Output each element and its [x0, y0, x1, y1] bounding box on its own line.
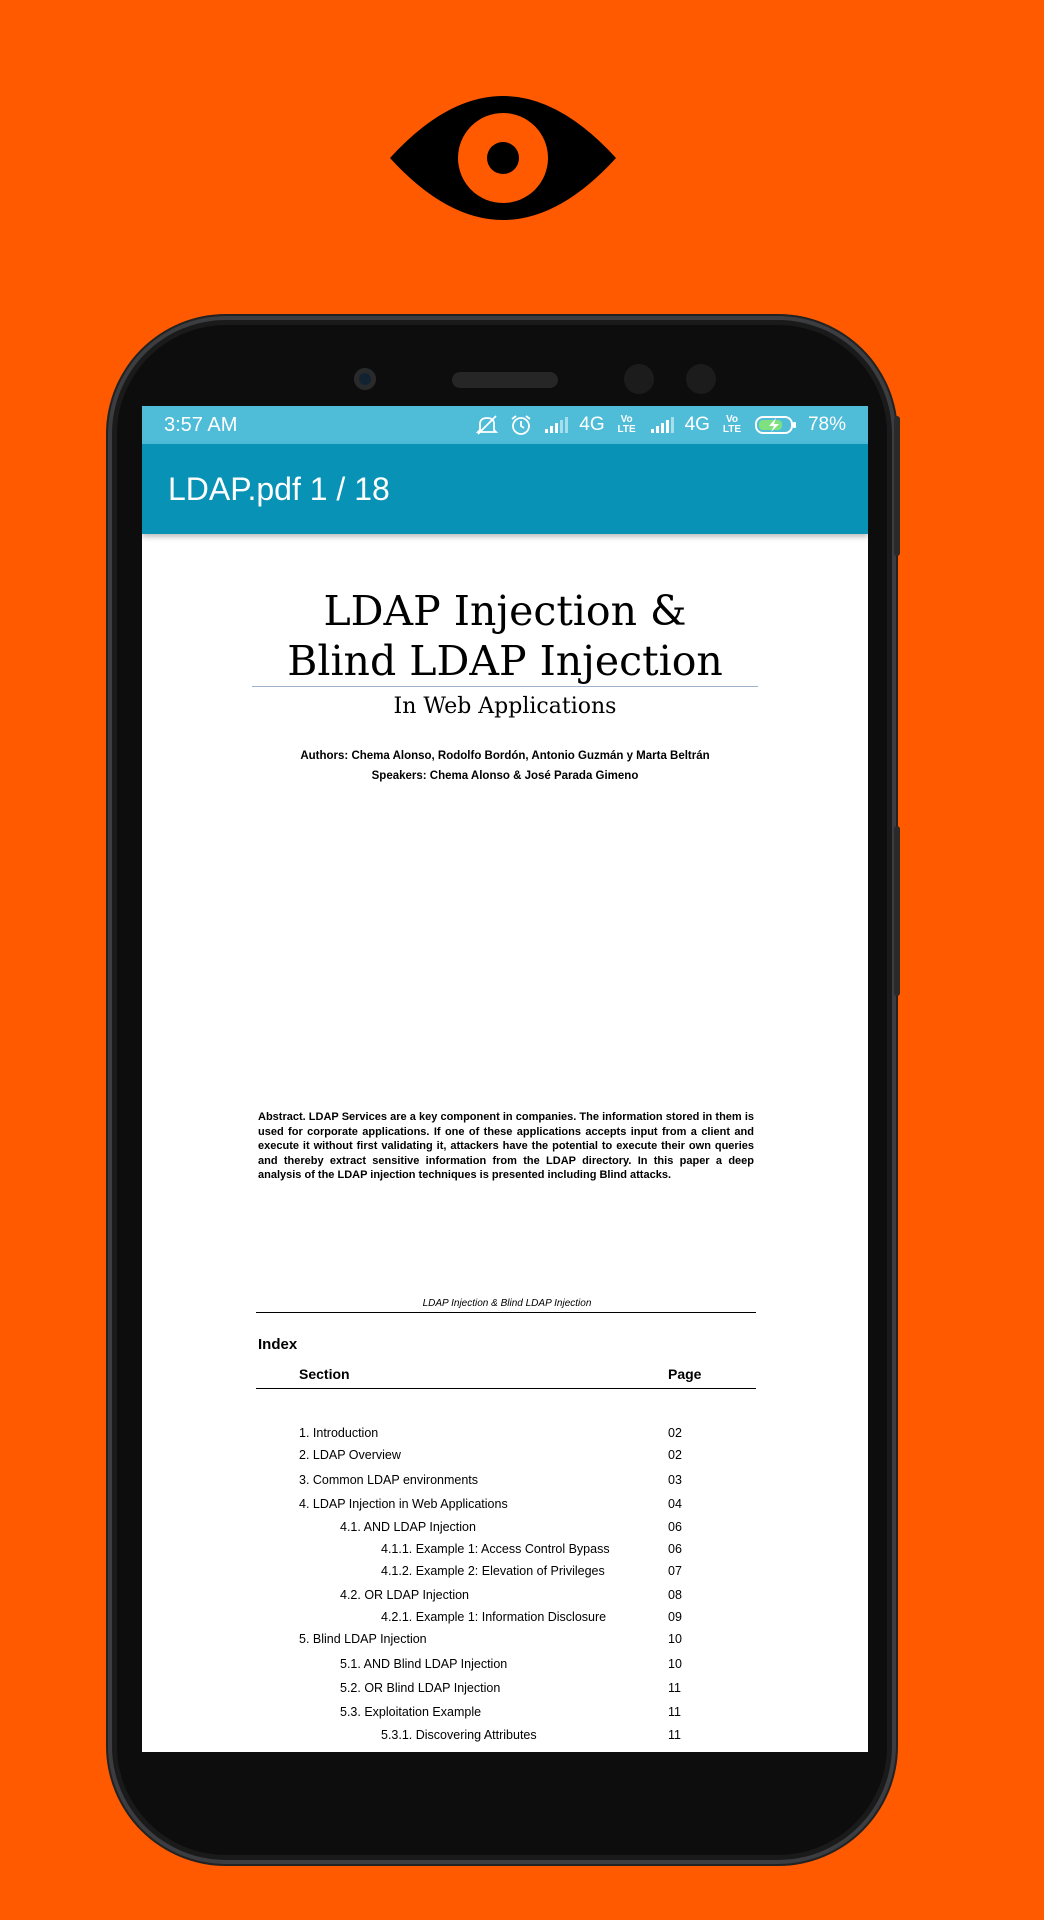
toc-entry-page: 10 — [668, 1632, 682, 1646]
status-bar — [142, 406, 868, 444]
title-divider — [252, 686, 758, 687]
volume-button — [894, 826, 900, 996]
running-header: LDAP Injection & Blind LDAP Injection — [422, 1298, 592, 1309]
document-title: LDAP.pdf 1 / 18 — [168, 470, 390, 507]
document-heading — [142, 586, 868, 686]
authors-block — [142, 746, 868, 786]
toc-entry-label: 4.1.1. Example 1: Access Control Bypass — [381, 1542, 610, 1556]
toc-entry-label: 4. LDAP Injection in Web Applications — [299, 1497, 508, 1511]
pdf-page-view[interactable] — [142, 534, 868, 1752]
toc-entry-page: 11 — [668, 1728, 681, 1742]
toc-entry-page: 11 — [668, 1705, 681, 1719]
index-heading: Index — [258, 1336, 298, 1353]
toc-row — [142, 1681, 868, 1701]
network-type-1: 4G — [579, 414, 605, 435]
toc-row — [142, 1657, 868, 1677]
notifications-off-icon — [475, 414, 499, 436]
volte-badge-2: Vo LTE — [722, 414, 742, 435]
toc-entry-page: 10 — [668, 1657, 682, 1671]
signal-strength-icon — [649, 415, 675, 435]
eye-logo-icon — [390, 96, 616, 220]
power-button — [894, 416, 900, 556]
toc-entry-label: 4.2.1. Example 1: Information Disclosure — [381, 1610, 607, 1624]
toc-row — [142, 1520, 868, 1540]
status-time: 3:57 AM — [164, 413, 238, 436]
toc-entry-label: 3. Common LDAP environments — [299, 1473, 479, 1487]
toc-entry-page: 11 — [668, 1681, 681, 1695]
toc-entry-page: 07 — [668, 1564, 682, 1578]
toc-entry-page: 04 — [668, 1497, 682, 1511]
phone-screen — [142, 406, 868, 1752]
toc-entry-page: 08 — [668, 1588, 682, 1602]
document-subtitle: In Web Applications — [393, 694, 617, 719]
toc-entry-page: 02 — [668, 1426, 682, 1440]
toc-row — [142, 1728, 868, 1748]
toc-entry-label: 1. Introduction — [299, 1426, 379, 1440]
speakers-line: Speakers: Chema Alonso & José Parada Gimeno — [371, 770, 639, 782]
toc-entry-page: 06 — [668, 1520, 682, 1534]
toc-entry-label: 5.3.1. Discovering Attributes — [381, 1728, 537, 1742]
toc-page-header: Page — [668, 1366, 702, 1382]
front-camera-icon — [354, 368, 376, 390]
sensor-dot — [686, 364, 716, 394]
toc-entry-label: 5. Blind LDAP Injection — [299, 1632, 427, 1646]
volte-badge-1: Vo LTE — [617, 414, 636, 435]
toc-entry-label: 5.1. AND Blind LDAP Injection — [340, 1657, 508, 1671]
toc-entry-label: 5.2. OR Blind LDAP Injection — [340, 1681, 501, 1695]
toc-row — [142, 1426, 868, 1446]
toc-entry-page: 06 — [668, 1542, 682, 1556]
toc-entry-label: 2. LDAP Overview — [299, 1448, 401, 1462]
toc-row — [142, 1610, 868, 1630]
toc-row — [142, 1632, 868, 1652]
toc-entry-label: 4.2. OR LDAP Injection — [340, 1588, 470, 1602]
toc-row — [142, 1564, 868, 1584]
signal-strength-icon — [543, 415, 569, 435]
toc-section-header: Section — [299, 1366, 350, 1382]
network-type-2: 4G — [684, 414, 710, 435]
toc-entry-page: 03 — [668, 1473, 682, 1487]
authors-line: Authors: Chema Alonso, Rodolfo Bordón, Antonio Guzmán y Marta Beltrán — [300, 750, 710, 762]
battery-charging-icon — [754, 414, 798, 436]
battery-percent: 78% — [807, 414, 846, 435]
toc-row — [142, 1473, 868, 1493]
title-line-2: Blind LDAP Injection — [287, 637, 723, 685]
abstract-paragraph: Abstract. LDAP Services are a key component in companies. The information stored in them is used for corporate applications. If one of these applications accepts input from a client and execute it without first validating it, attackers have the potential to execute their own queries and thereby extract sensitive information from the LDAP directory. In this paper a deep analysis of the LDAP injection techniques is presented including Blind attacks. — [258, 1111, 754, 1181]
app-bar — [142, 444, 868, 534]
phone-frame — [108, 316, 896, 1864]
alarm-clock-icon — [509, 414, 533, 436]
title-line-1: LDAP Injection & — [323, 587, 687, 635]
toc-row — [142, 1588, 868, 1608]
running-header-rule — [256, 1312, 756, 1313]
toc-entry-label: 4.1.2. Example 2: Elevation of Privileges — [381, 1564, 605, 1578]
toc-entry-page: 09 — [668, 1610, 682, 1624]
toc-row — [142, 1497, 868, 1517]
toc-entry-label: 4.1. AND LDAP Injection — [340, 1520, 476, 1534]
toc-entry-label: 5.3. Exploitation Example — [340, 1705, 482, 1719]
earpiece-speaker — [452, 372, 558, 388]
toc-row — [142, 1448, 868, 1468]
status-icons — [475, 414, 846, 436]
sensor-dot — [624, 364, 654, 394]
toc-row — [142, 1542, 868, 1562]
toc-header-rule — [256, 1388, 756, 1389]
toc-row — [142, 1705, 868, 1725]
toc-entry-page: 02 — [668, 1448, 682, 1462]
